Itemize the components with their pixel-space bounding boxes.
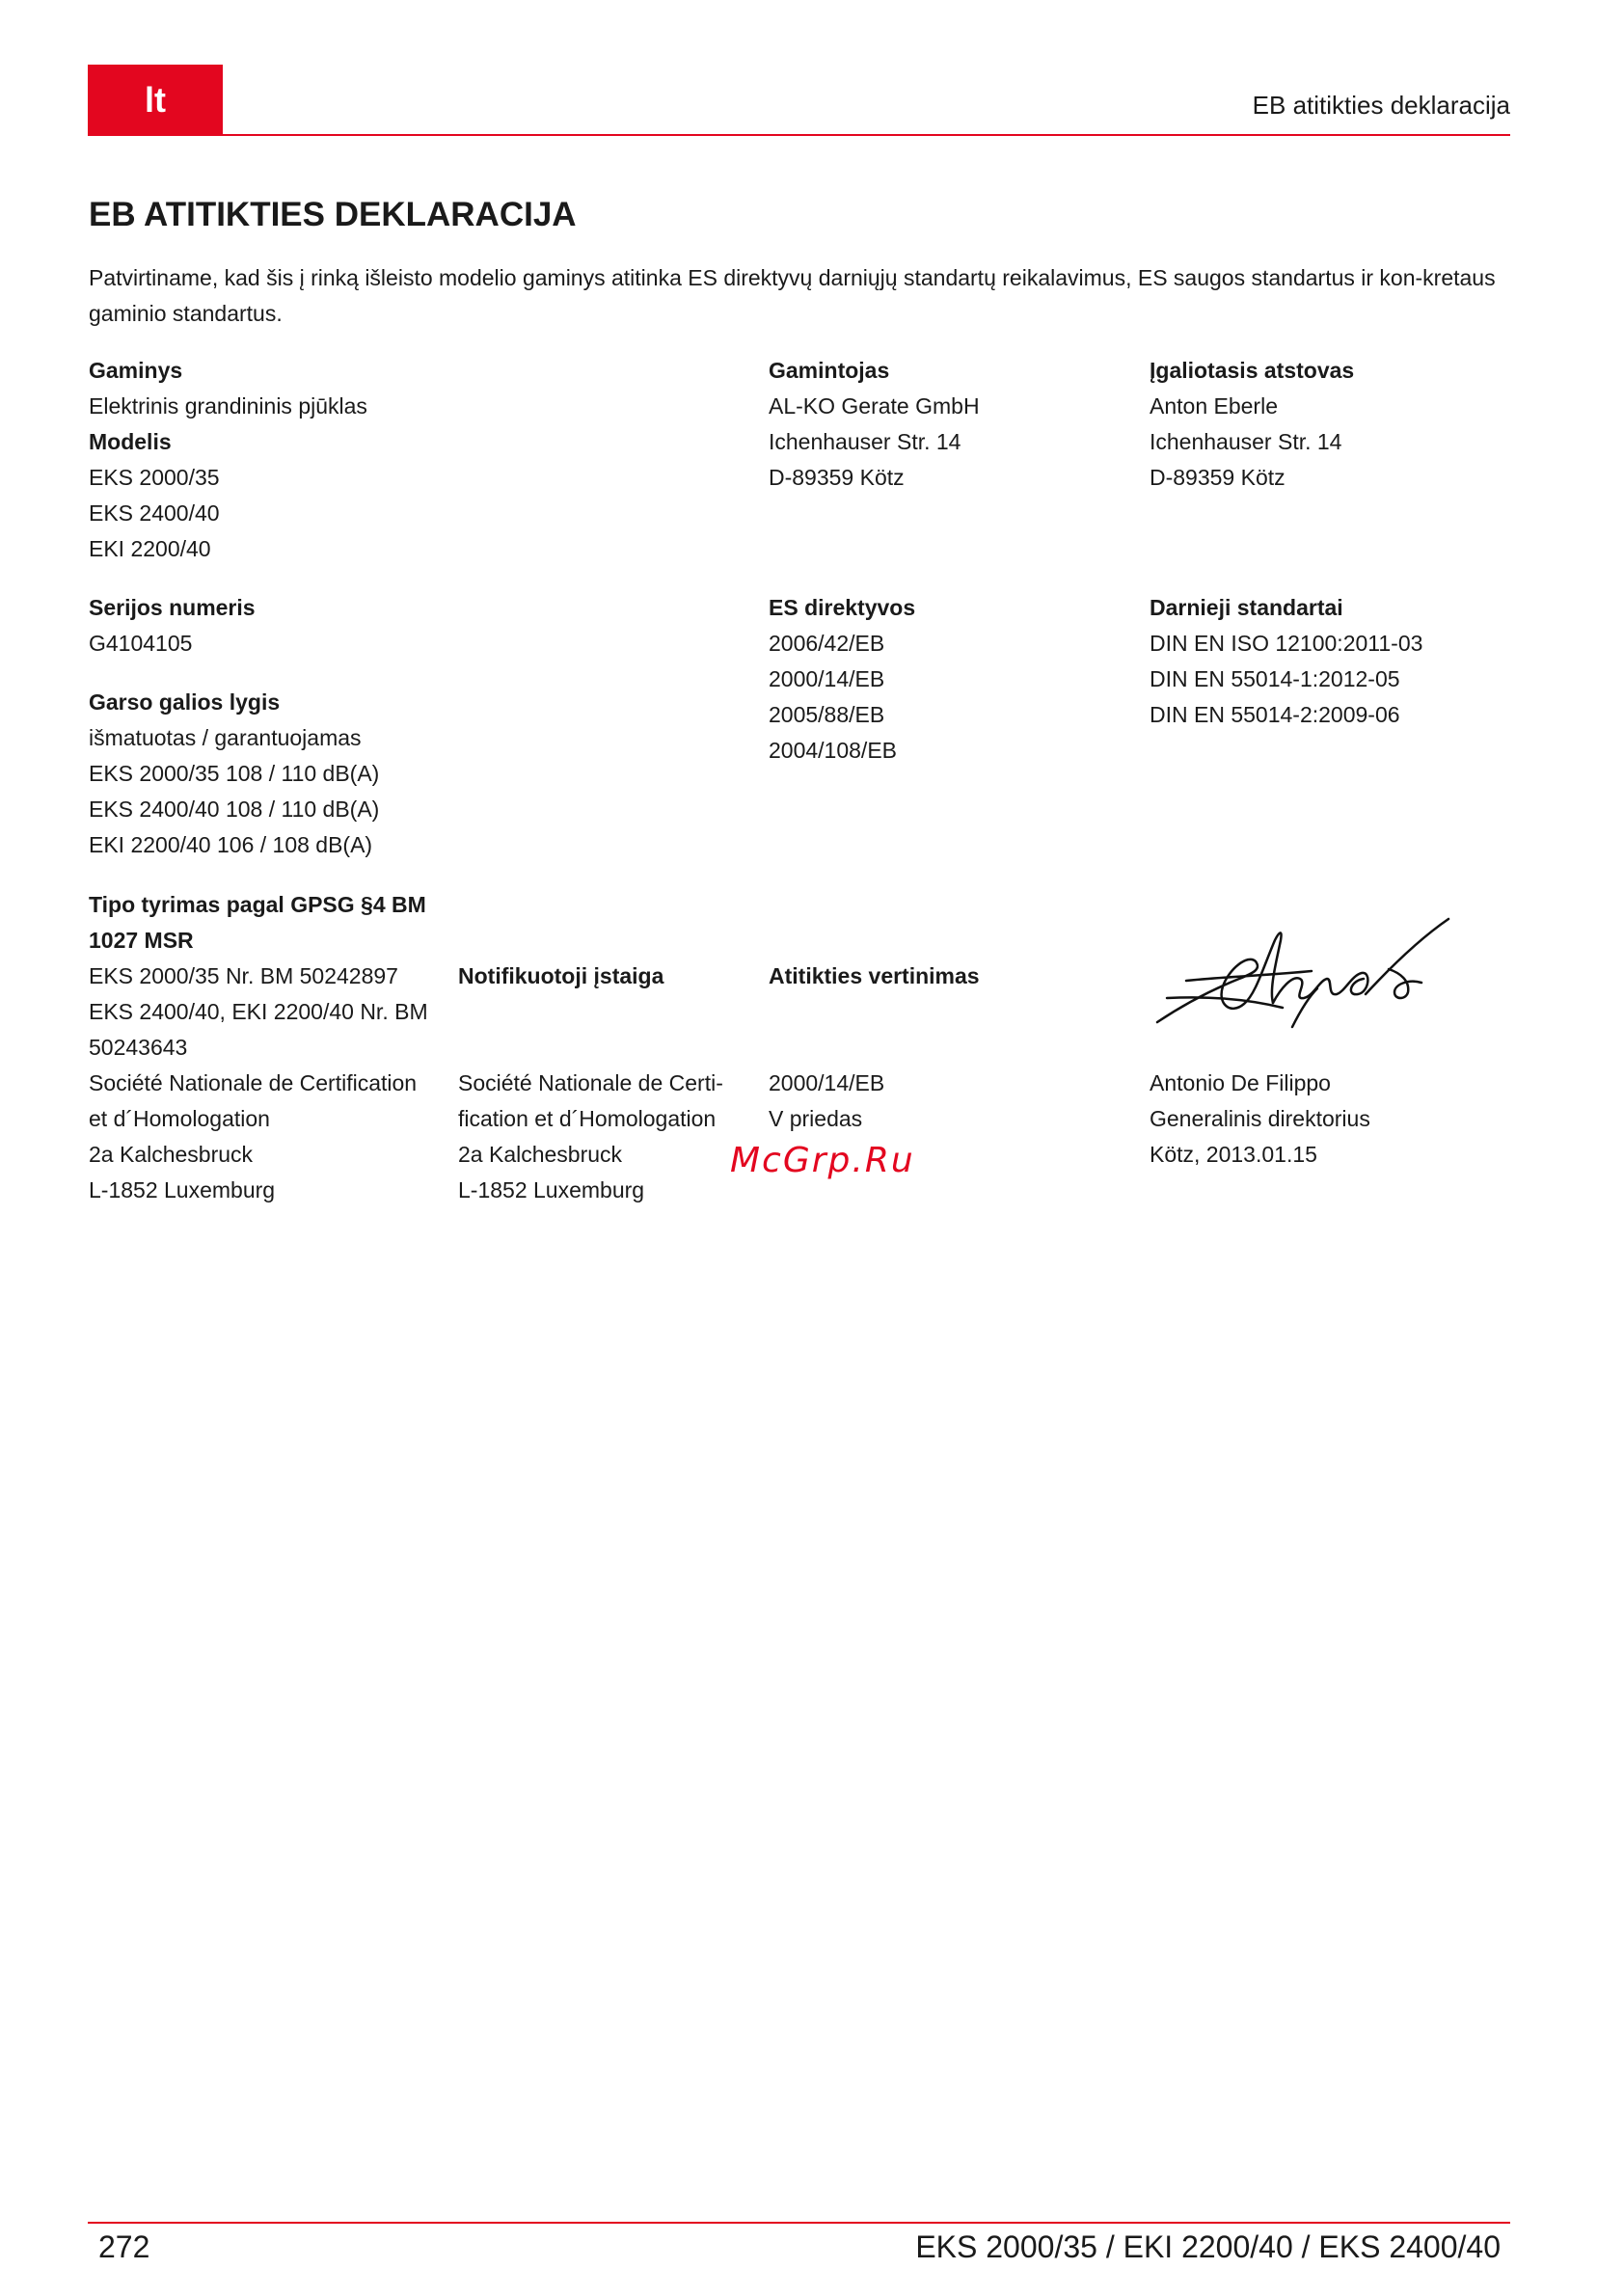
directives-block (769, 590, 915, 769)
representative-line: D-89359 Kötz (1150, 465, 1286, 490)
footer-divider (88, 2222, 1510, 2224)
representative-block (1150, 353, 1354, 496)
directives-heading: ES direktyvos (769, 595, 916, 620)
sound-line: EKS 2400/40 108 / 110 dB(A) (89, 797, 380, 822)
representative-heading: Įgaliotasis atstovas (1150, 358, 1355, 383)
notified-body-line: L-1852 Luxemburg (458, 1177, 645, 1202)
intro-paragraph: Patvirtiname, kad šis į rinką išleisto modelio gaminys atitinka ES direktyvų darniųjų standartų reikalavimus, ES saugos standartus ir kon-kretaus gaminio standartus. (89, 265, 1496, 326)
type-test-line: 50243643 (89, 1035, 188, 1060)
notified-body-line: fication et d´Homologation (458, 1106, 717, 1131)
manufacturer-line: D-89359 Kötz (769, 465, 905, 490)
watermark: McGrp.Ru (730, 1141, 915, 1180)
serial-heading: Serijos numeris (89, 595, 256, 620)
serial-block (89, 590, 256, 662)
type-test-line: L-1852 Luxemburg (89, 1177, 276, 1202)
type-test-block (89, 887, 428, 1208)
sound-line: EKS 2000/35 108 / 110 dB(A) (89, 761, 380, 786)
model-item: EKS 2400/40 (89, 500, 220, 526)
type-test-line: EKS 2000/35 Nr. BM 50242897 (89, 963, 398, 988)
conformity-line: 2000/14/EB (769, 1070, 885, 1095)
page-number: 272 (98, 2229, 150, 2264)
manufacturer-line: Ichenhauser Str. 14 (769, 429, 961, 454)
signatory-title: Generalinis direktorius (1150, 1106, 1370, 1131)
product-heading: Gaminys (89, 358, 183, 383)
header-title: EB atitikties deklaracija (1252, 91, 1510, 120)
notified-body-heading: Notifikuotoji įstaiga (458, 963, 664, 988)
product-value: Elektrinis grandininis pjūklas (89, 393, 367, 419)
sound-heading: Garso galios lygis (89, 689, 281, 715)
signatory-block (1150, 1066, 1370, 1173)
directive-item: 2000/14/EB (769, 666, 885, 691)
directive-item: 2006/42/EB (769, 631, 885, 656)
directive-item: 2005/88/EB (769, 702, 885, 727)
sound-line: išmatuotas / garantuojamas (89, 725, 362, 750)
notified-body-heading-block (458, 959, 663, 994)
type-test-line: Société Nationale de Certification (89, 1070, 418, 1095)
manufacturer-line: AL-KO Gerate GmbH (769, 393, 980, 419)
sound-block (89, 685, 379, 863)
product-block (89, 353, 367, 567)
page-title: EB ATITIKTIES DEKLARACIJA (89, 196, 577, 233)
serial-value: G4104105 (89, 631, 193, 656)
conformity-line: V priedas (769, 1106, 863, 1131)
manufacturer-block (769, 353, 980, 496)
signatory-name: Antonio De Filippo (1150, 1070, 1331, 1095)
footer-model-line: EKS 2000/35 / EKI 2200/40 / EKS 2400/40 (915, 2229, 1501, 2264)
language-tab: lt (88, 65, 223, 135)
type-test-line: et d´Homologation (89, 1106, 270, 1131)
type-test-line: 2a Kalchesbruck (89, 1142, 254, 1167)
conformity-block (769, 1066, 884, 1137)
sound-line: EKI 2200/40 106 / 108 dB(A) (89, 832, 373, 857)
type-test-heading: Tipo tyrimas pagal GPSG §4 BM (89, 892, 426, 917)
directive-item: 2004/108/EB (769, 738, 898, 763)
notified-body-block (458, 1066, 723, 1208)
header-divider (88, 134, 1510, 136)
standards-heading: Darnieji standartai (1150, 595, 1343, 620)
conformity-heading-block (769, 959, 980, 994)
type-test-line: EKS 2400/40, EKI 2200/40 Nr. BM (89, 999, 428, 1024)
model-item: EKI 2200/40 (89, 536, 211, 561)
manufacturer-heading: Gamintojas (769, 358, 890, 383)
representative-line: Anton Eberle (1150, 393, 1278, 419)
notified-body-line: 2a Kalchesbruck (458, 1142, 623, 1167)
model-item: EKS 2000/35 (89, 465, 220, 490)
notified-body-line: Société Nationale de Certi- (458, 1070, 723, 1095)
conformity-heading: Atitikties vertinimas (769, 963, 980, 988)
standards-block (1150, 590, 1422, 733)
standard-item: DIN EN ISO 12100:2011-03 (1150, 631, 1423, 656)
standard-item: DIN EN 55014-2:2009-06 (1150, 702, 1400, 727)
signatory-place-date: Kötz, 2013.01.15 (1150, 1142, 1317, 1167)
signature-image (1148, 911, 1475, 1046)
type-test-heading: 1027 MSR (89, 928, 194, 953)
model-heading: Modelis (89, 429, 172, 454)
representative-line: Ichenhauser Str. 14 (1150, 429, 1342, 454)
standard-item: DIN EN 55014-1:2012-05 (1150, 666, 1400, 691)
